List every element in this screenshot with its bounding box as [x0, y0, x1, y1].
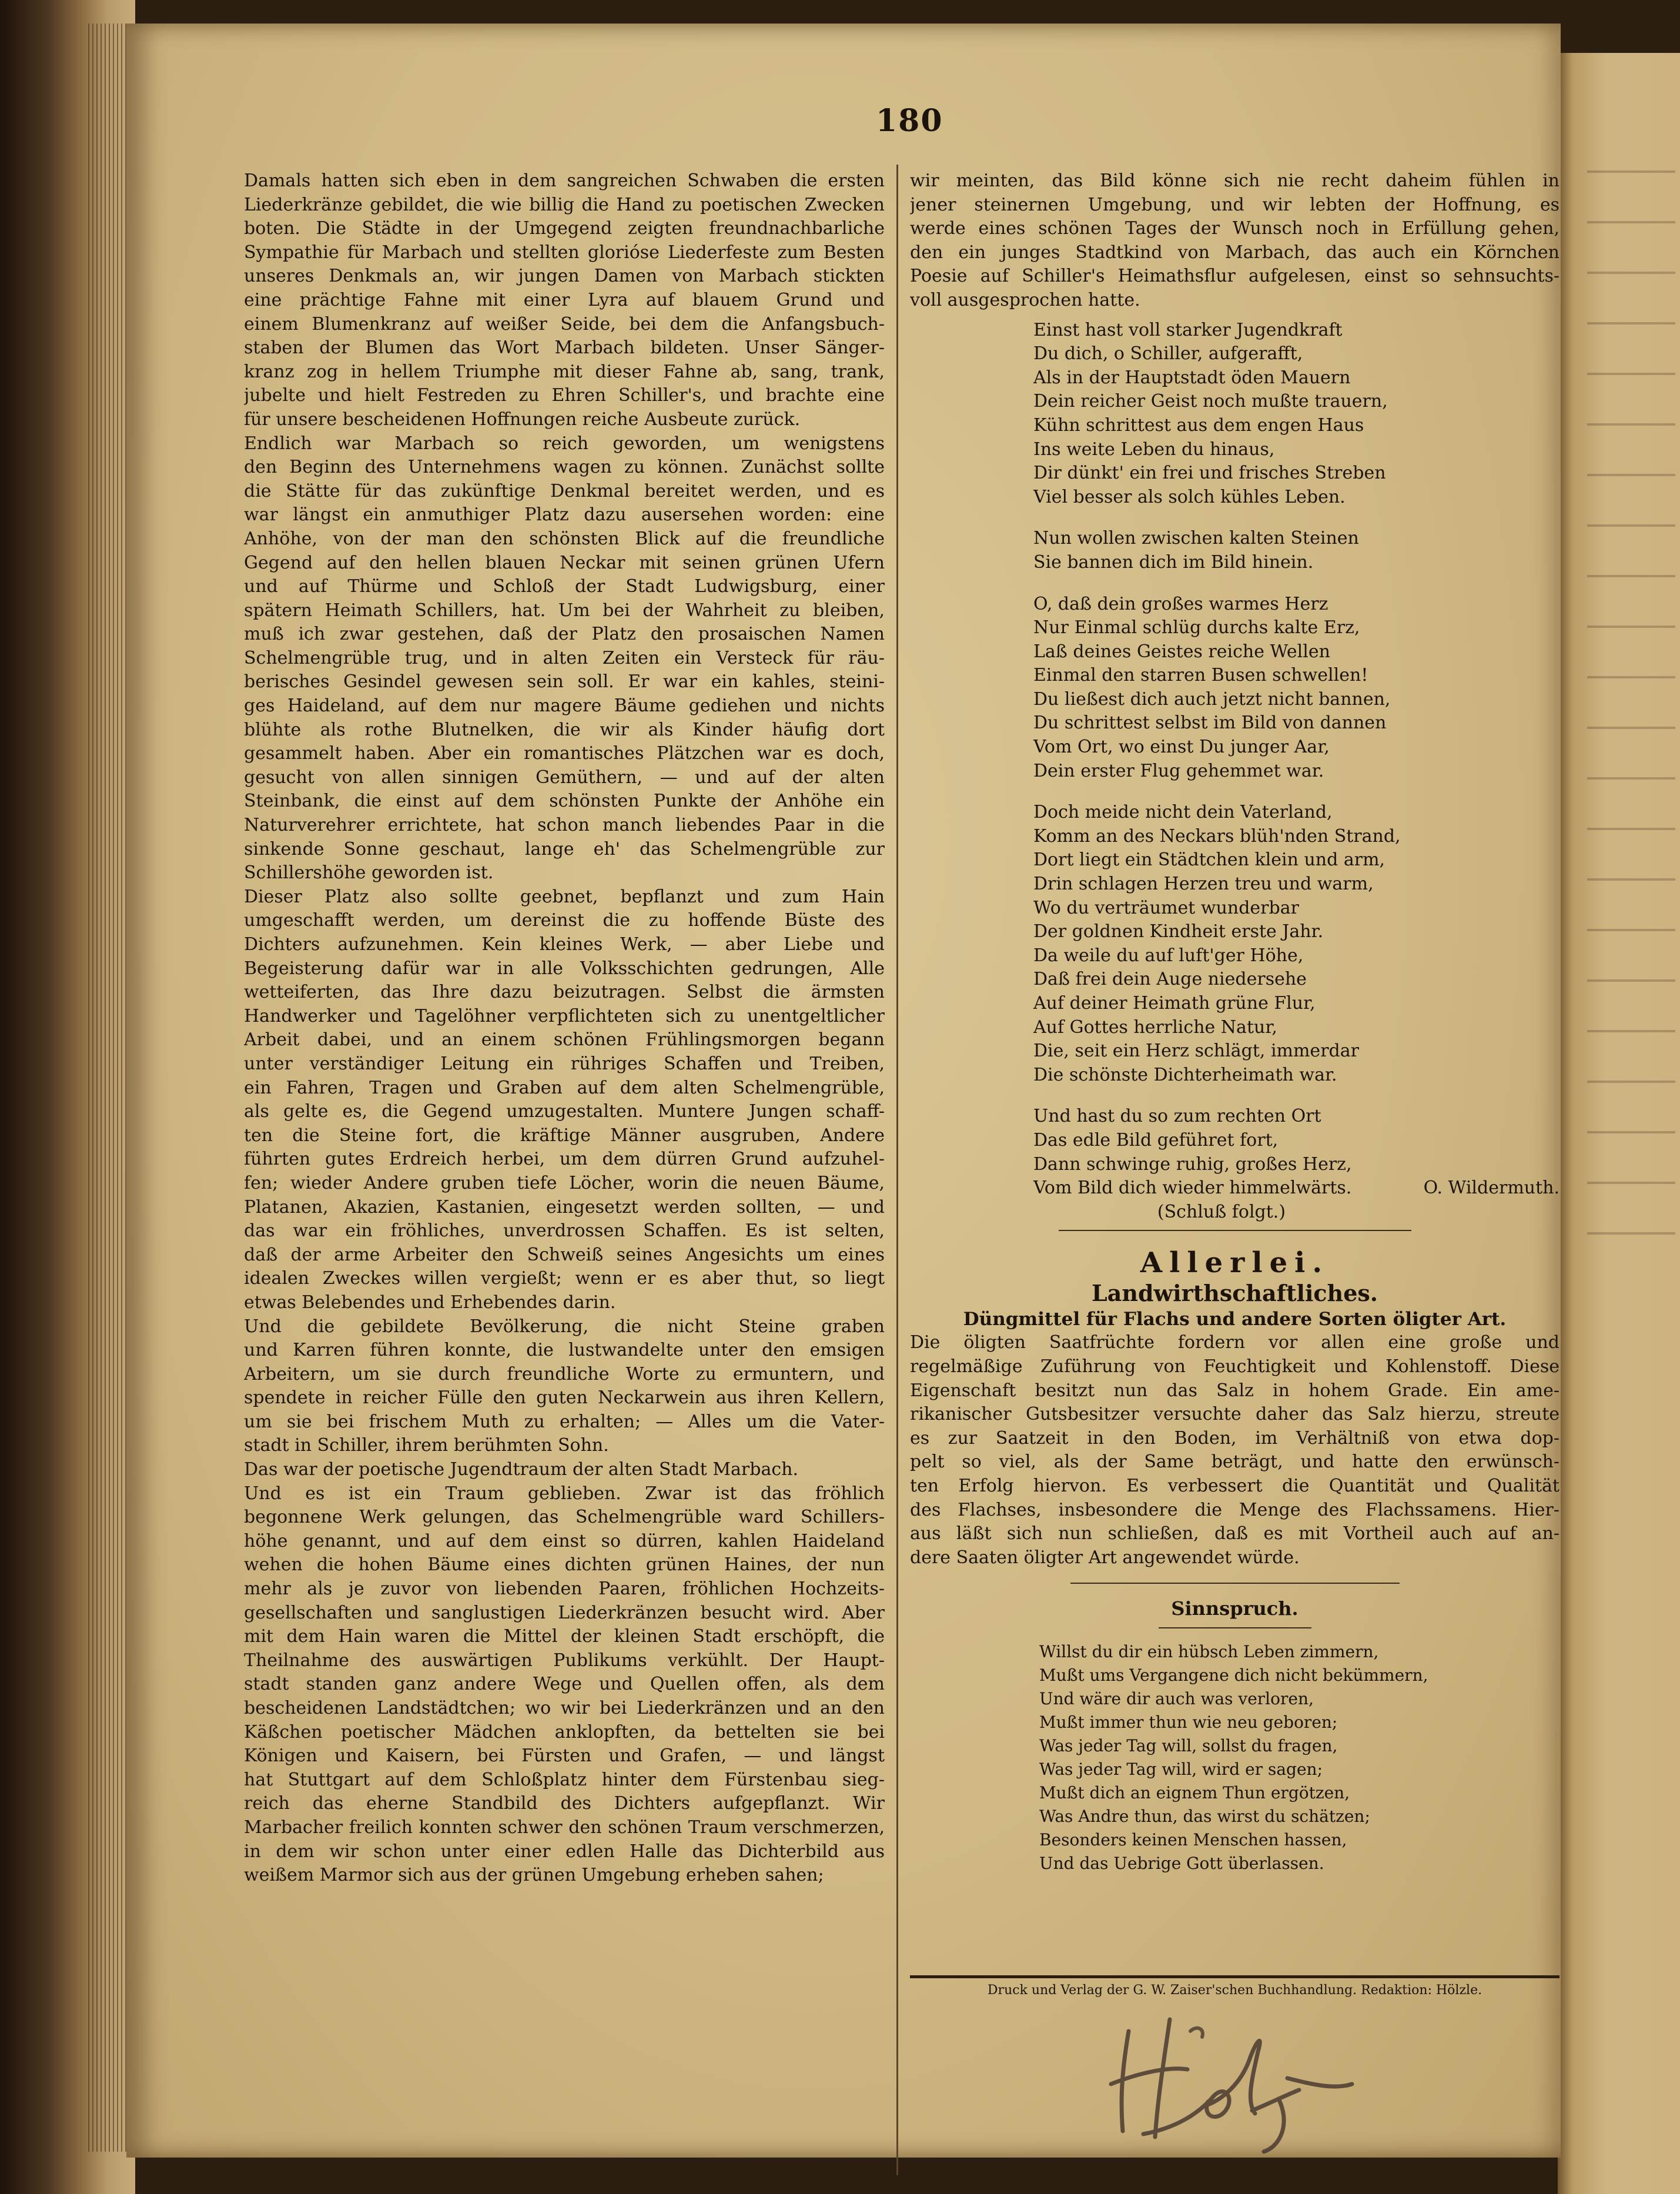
- poem-line: Die, seit ein Herz schlägt, immerdar: [1033, 1041, 1359, 1062]
- text-line: staben der Blumen das Wort Marbach bildeten. Unser Sänger-: [244, 337, 885, 359]
- poem-line: Vom Bild dich wieder himmelwärts.: [1033, 1178, 1352, 1199]
- text-line: ges Haideland, auf dem nur magere Bäume gediehen und nichts: [244, 695, 885, 717]
- poem-line: Einst hast voll starker Jugendkraft: [1033, 319, 1343, 340]
- text-line: ein Fahren, Tragen und Graben auf dem alten Schelmengrüble,: [244, 1077, 885, 1098]
- text-line: werde eines schönen Tages der Wunsch noch in Erfüllung gehen,: [910, 218, 1559, 239]
- poem-line: Auf Gottes herrliche Natur,: [1033, 1016, 1277, 1038]
- text-line: und auf Thürme und Schloß der Stadt Ludwigsburg, einer: [244, 576, 885, 597]
- text-line: höhe genannt, und auf dem einst so dürren, kahlen Haideland: [244, 1530, 885, 1551]
- text-line: als gelte es, die Gegend umzugestalten. Muntere Jungen schaff-: [244, 1101, 885, 1122]
- text-line: daß der arme Arbeiter den Schweiß seines Angesichts um eines: [244, 1244, 885, 1265]
- verse-line: Und wäre dir auch was verloren,: [1039, 1689, 1314, 1709]
- poem-line: Viel besser als solch kühles Leben.: [1033, 486, 1346, 507]
- article-heading: Düngmittel für Flachs und andere Sorten öligter Art.: [963, 1309, 1507, 1330]
- text-line: um sie bei frischem Muth zu erhalten; — Alles um die Vater-: [244, 1411, 885, 1432]
- poem-line: Und hast du so zum rechten Ort: [1033, 1106, 1321, 1127]
- poem-line: Drin schlagen Herzen treu und warm,: [1033, 874, 1374, 895]
- text-line: Damals hatten sich eben in dem sangreichen Schwaben die ersten: [244, 170, 885, 191]
- text-line: gesellschaften und sanglustigen Liederkränzen besucht wird. Aber: [244, 1602, 885, 1623]
- poem-signoff: [1033, 1176, 1559, 1200]
- text-line: Poesie auf Schiller's Heimathsflur aufgelesen, einst so sehnsuchts-: [910, 266, 1559, 287]
- poem-line: Laß deines Geistes reiche Wellen: [1033, 641, 1330, 662]
- text-line: unter verständiger Leitung ein rühriges Schaffen und Treiben,: [244, 1053, 885, 1074]
- text-line: blühte als rothe Blutnelken, die wir als Kinder häufig dort: [244, 719, 885, 740]
- text-line: idealen Zweckes willen vergießt; wenn er es aber thut, so liegt: [244, 1268, 885, 1289]
- text-line: regelmäßige Zuführung von Feuchtigkeit und Kohlenstoff. Diese: [910, 1356, 1559, 1377]
- poem-line: Vom Ort, wo einst Du junger Aar,: [1033, 737, 1330, 758]
- text-line: jubelte und hielt Festreden zu Ehren Schiller's, und brachte eine: [244, 385, 885, 406]
- text-line: sinkende Sonne geschaut, lange eh' das Schelmengrüble zur: [244, 838, 885, 859]
- poem-line: Kühn schrittest aus dem engen Haus: [1033, 414, 1364, 436]
- text-line: begonnene Werk gelungen, das Schelmengrüble ward Schillers-: [244, 1507, 885, 1528]
- text-line: führten gutes Erdreich herbei, um dem dürren Grund aufzuhel-: [244, 1149, 885, 1170]
- text-line: berisches Gesindel gewesen sein soll. Er war ein kahles, steini-: [244, 671, 885, 693]
- text-line: Und es ist ein Traum geblieben. Zwar ist das fröhlich: [244, 1483, 885, 1504]
- text-line: Eigenschaft besitzt nun das Salz in hohem Grade. Ein ame-: [910, 1380, 1559, 1401]
- verse-line: Willst du dir ein hübsch Leben zimmern,: [1039, 1642, 1379, 1662]
- handwritten-signature: [1087, 1996, 1358, 2160]
- text-line: ten die Steine fort, die kräftige Männer ausgruben, Andere: [244, 1125, 885, 1146]
- text-line: rikanischer Gutsbesitzer versuchte daher das Salz hierzu, streute: [910, 1404, 1559, 1425]
- text-line: stadt in Schiller, ihrem berühmten Sohn.: [244, 1435, 609, 1456]
- poem-line: Das edle Bild geführet fort,: [1033, 1129, 1279, 1150]
- text-line: Schillershöhe geworden ist.: [244, 862, 494, 884]
- intro-paragraph: [910, 169, 1559, 313]
- poem-stanza: [1033, 319, 1559, 510]
- poem-stanza: [1033, 593, 1559, 784]
- poem-line: Da weile du auf luft'ger Höhe,: [1033, 945, 1304, 966]
- text-line: Steinbank, die einst auf dem schönsten Punkte der Anhöhe ein: [244, 791, 885, 812]
- text-line: stadt standen ganz andere Wege und Quellen offen, als dem: [244, 1674, 885, 1695]
- verse-line: Mußt ums Vergangene dich nicht bekümmern,: [1039, 1665, 1428, 1685]
- poem-line: Wo du verträumet wunderbar: [1033, 897, 1299, 918]
- poem-author: O. Wildermuth.: [1423, 1178, 1559, 1199]
- text-line: Das war der poetische Jugendtraum der alten Stadt Marbach.: [244, 1459, 799, 1480]
- poem-line: Du ließest dich auch jetzt nicht bannen,: [1033, 688, 1391, 710]
- text-line: Naturverehrer errichtete, hat schon manch liebendes Paar in die: [244, 815, 885, 836]
- section-subtitle: Landwirthschaftliches.: [1091, 1280, 1378, 1307]
- text-line: wetteiferten, das Ihre dazu beizutragen. Selbst die ärmsten: [244, 982, 885, 1003]
- text-line: einem Blumenkranz auf weißer Seide, bei dem die Anfangsbuch-: [244, 313, 885, 335]
- section-title: Allerlei.: [1140, 1246, 1330, 1280]
- poem-stanza: [1033, 1105, 1559, 1176]
- text-line: und Karren führen konnte, die lustwandelte unter den emsigen: [244, 1340, 885, 1361]
- text-line: gesucht von allen sinnigen Gemüthern, — und auf der alten: [244, 767, 885, 788]
- text-line: das war ein fröhliches, unverdrossen Schaffen. Es ist selten,: [244, 1220, 885, 1242]
- text-line: Schelmengrüble trug, und in alten Zeiten ein Versteck für räu-: [244, 647, 885, 668]
- column-divider: [896, 165, 898, 2175]
- separator-rule: [1070, 1583, 1400, 1584]
- poem-line: Nun wollen zwischen kalten Steinen: [1033, 528, 1359, 549]
- article-body: [910, 1331, 1559, 1570]
- text-line: Arbeit dabei, und an einem schönen Frühlingsmorgen begann: [244, 1029, 885, 1051]
- poem-line: Dort liegt ein Städtchen klein und arm,: [1033, 849, 1386, 871]
- poem-line: Dein reicher Geist noch mußte trauern,: [1033, 391, 1388, 412]
- page-number: 180: [876, 103, 943, 139]
- poem-line: Daß frei dein Auge niedersehe: [1033, 969, 1307, 990]
- poem-line: Die schönste Dichterheimath war.: [1033, 1064, 1337, 1085]
- verse-line: Mußt immer thun wie neu geboren;: [1039, 1713, 1338, 1733]
- poem-line: Der goldnen Kindheit erste Jahr.: [1033, 921, 1324, 942]
- verse-line: Und das Uebrige Gott überlassen.: [1039, 1854, 1324, 1874]
- text-line: etwas Belebendes und Erhebendes darin.: [244, 1292, 616, 1313]
- poem-stanza: [1033, 801, 1559, 1087]
- poem-line: Einmal den starren Busen schwellen!: [1033, 665, 1368, 686]
- text-line: unseres Denkmals an, wir jungen Damen von Marbach stickten: [244, 266, 885, 287]
- poem-line: Dir dünkt' ein frei und frisches Streben: [1033, 463, 1386, 484]
- text-line: bescheidenen Landstädtchen; wo wir bei Liederkränzen und an den: [244, 1698, 885, 1718]
- text-line: umgeschafft werden, um dereinst die zu hoffende Büste des: [244, 910, 885, 931]
- poem-line: Sie bannen dich im Bild hinein.: [1033, 551, 1314, 573]
- text-line: Dieser Platz also sollte geebnet, bepflanzt und zum Hain: [244, 886, 885, 907]
- text-line: muß ich zwar gestehen, daß der Platz den prosaischen Namen: [244, 624, 885, 645]
- text-line: die Stätte für das zukünftige Denkmal bereitet werden, und es: [244, 480, 885, 501]
- poem: [1033, 319, 1559, 1177]
- poem-line: Komm an des Neckars blüh'nden Strand,: [1033, 825, 1401, 847]
- sinnspruch-verse: [1039, 1640, 1559, 1875]
- verse-line: Besonders keinen Menschen hassen,: [1039, 1830, 1347, 1850]
- text-line: mehr als je zuvor von liebenden Paaren, fröhlichen Hochzeits-: [244, 1578, 885, 1600]
- text-line: Sympathie für Marbach und stellten glorióse Liederfeste zum Besten: [244, 242, 885, 263]
- text-line: wir meinten, das Bild könne sich nie recht daheim fühlen in: [910, 170, 1559, 191]
- poem-line: Dein erster Flug gehemmet war.: [1033, 760, 1324, 781]
- text-line: Theilnahme des auswärtigen Publikums verkühlt. Der Haupt-: [244, 1650, 885, 1671]
- poem-line: O, daß dein großes warmes Herz: [1033, 593, 1328, 614]
- text-line: voll ausgesprochen hatte.: [910, 289, 1140, 310]
- verse-line: Was Andre thun, das wirst du schätzen;: [1039, 1807, 1370, 1827]
- poem-line: Auf deiner Heimath grüne Flur,: [1033, 993, 1316, 1014]
- poem-line: Doch meide nicht dein Vaterland,: [1033, 802, 1333, 823]
- verse-line: Was jeder Tag will, wird er sagen;: [1039, 1760, 1323, 1780]
- text-line: fen; wieder Andere gruben tiefe Löcher, worin die neuen Bäume,: [244, 1172, 885, 1193]
- right-column: [910, 169, 1559, 1875]
- poem-line: Nur Einmal schlüg durchs kalte Erz,: [1033, 617, 1360, 638]
- text-line: jener steinernen Umgebung, und wir lebten der Hoffnung, es: [910, 194, 1559, 215]
- continued-note: (Schluß folgt.): [1157, 1201, 1286, 1222]
- text-line: Arbeitern, um sie durch freundliche Worte zu ermuntern, und: [244, 1363, 885, 1384]
- text-line: Anhöhe, von der man den schönsten Blick auf die freundliche: [244, 528, 885, 549]
- text-line: reich das eherne Standbild des Dichters aufgepflanzt. Wir: [244, 1793, 885, 1814]
- text-line: Und die gebildete Bevölkerung, die nicht Steine graben: [244, 1316, 885, 1337]
- text-line: war längst ein anmuthiger Platz dazu ausersehen worden: eine: [244, 504, 885, 526]
- facing-page-text-bleed: [1587, 147, 1675, 1264]
- text-line: Liederkränze gebildet, die wie billig die Hand zu poetischen Zwecken: [244, 194, 885, 215]
- text-line: Käßchen poetischer Mädchen anklopften, da bettelten sie bei: [244, 1721, 885, 1743]
- text-line: mit dem Hain waren die Mittel der kleinen Stadt erschöpft, die: [244, 1626, 885, 1647]
- text-line: spätern Heimath Schillers, hat. Um bei der Wahrheit zu bleiben,: [244, 600, 885, 621]
- verse-line: Mußt dich an eignem Thun ergötzen,: [1039, 1783, 1350, 1803]
- text-line: Begeisterung dafür war in alle Volksschichten gedrungen, Alle: [244, 958, 885, 979]
- text-line: des Flachses, insbesondere die Menge des Flachssamens. Hier-: [910, 1499, 1559, 1520]
- text-line: hat Stuttgart auf dem Schloßplatz hinter dem Fürstenbau sieg-: [244, 1769, 885, 1790]
- poem-line: Du dich, o Schiller, aufgerafft,: [1033, 343, 1303, 364]
- text-line: Handwerker und Tagelöhner verpflichteten sich zu unentgeltlicher: [244, 1005, 885, 1026]
- text-line: den ein junges Stadtkind von Marbach, das auch ein Körnchen: [910, 242, 1559, 263]
- text-line: eine prächtige Fahne mit einer Lyra auf blauem Grund und: [244, 289, 885, 310]
- text-line: spendete in reicher Fülle den guten Neckarwein aus ihren Kellern,: [244, 1387, 885, 1409]
- imprint-rule: [910, 1975, 1559, 1978]
- text-line: boten. Die Städte in der Umgegend zeigten freundnachbarliche: [244, 218, 885, 239]
- text-line: in dem wir schon unter einer edlen Halle das Dichterbild aus: [244, 1841, 885, 1862]
- text-line: Gegend auf den hellen blauen Neckar mit seinen grünen Ufern: [244, 552, 885, 573]
- text-line: Platanen, Akazien, Kastanien, eingesetzt werden sollten, — und: [244, 1196, 885, 1218]
- sinnspruch-title: Sinnspruch.: [1171, 1597, 1299, 1620]
- poem-line: Dann schwinge ruhig, großes Herz,: [1033, 1153, 1352, 1175]
- text-line: weißem Marmor sich aus der grünen Umgebung erheben sahen;: [244, 1865, 824, 1886]
- text-line: Königen und Kaisern, bei Fürsten und Grafen, — und längst: [244, 1745, 885, 1767]
- text-line: Dichters aufzunehmen. Kein kleines Werk, — aber Liebe und: [244, 934, 885, 955]
- text-line: kranz zog in hellem Triumphe mit dieser Fahne ab, sang, trank,: [244, 361, 885, 382]
- poem-line: Du schrittest selbst im Bild von dannen: [1033, 713, 1387, 734]
- poem-line: Ins weite Leben du hinaus,: [1033, 439, 1275, 460]
- text-line: aus läßt sich nun schließen, daß es mit Vortheil auch auf an-: [910, 1523, 1559, 1544]
- verse-line: Was jeder Tag will, sollst du fragen,: [1039, 1736, 1338, 1756]
- imprint-line: Druck und Verlag der G. W. Zaiser'schen Buchhandlung. Redaktion: Hölzle.: [987, 1983, 1482, 1998]
- text-line: den Beginn des Unternehmens wagen zu können. Zunächst sollte: [244, 457, 885, 478]
- text-line: für unsere bescheidenen Hoffnungen reiche Ausbeute zurück.: [244, 409, 801, 430]
- poem-line: Als in der Hauptstadt öden Mauern: [1033, 367, 1351, 388]
- text-line: Die öligten Saatfrüchte fordern vor allen eine große und: [910, 1332, 1559, 1353]
- separator-rule: [1159, 1627, 1311, 1628]
- text-line: wehen die hohen Bäume eines dichten grünen Haines, der nun: [244, 1554, 885, 1576]
- left-column: [244, 169, 885, 1888]
- text-line: Endlich war Marbach so reich geworden, um wenigstens: [244, 433, 885, 454]
- text-line: gesammelt haben. Aber ein romantisches Plätzchen war es doch,: [244, 743, 885, 764]
- section-rule: [1059, 1230, 1411, 1231]
- text-line: Marbacher freilich konnten schwer den schönen Traum verschmerzen,: [244, 1817, 885, 1838]
- text-line: pelt so viel, als der Same beträgt, und hatte den erwünsch-: [910, 1451, 1559, 1473]
- text-line: es zur Saatzeit in den Boden, im Verhältniß von etwa dop-: [910, 1427, 1559, 1449]
- text-line: dere Saaten öligter Art angewendet würde.: [910, 1547, 1300, 1568]
- poem-stanza: [1033, 527, 1559, 574]
- text-line: ten Erfolg hiervon. Es verbessert die Quantität und Qualität: [910, 1475, 1559, 1496]
